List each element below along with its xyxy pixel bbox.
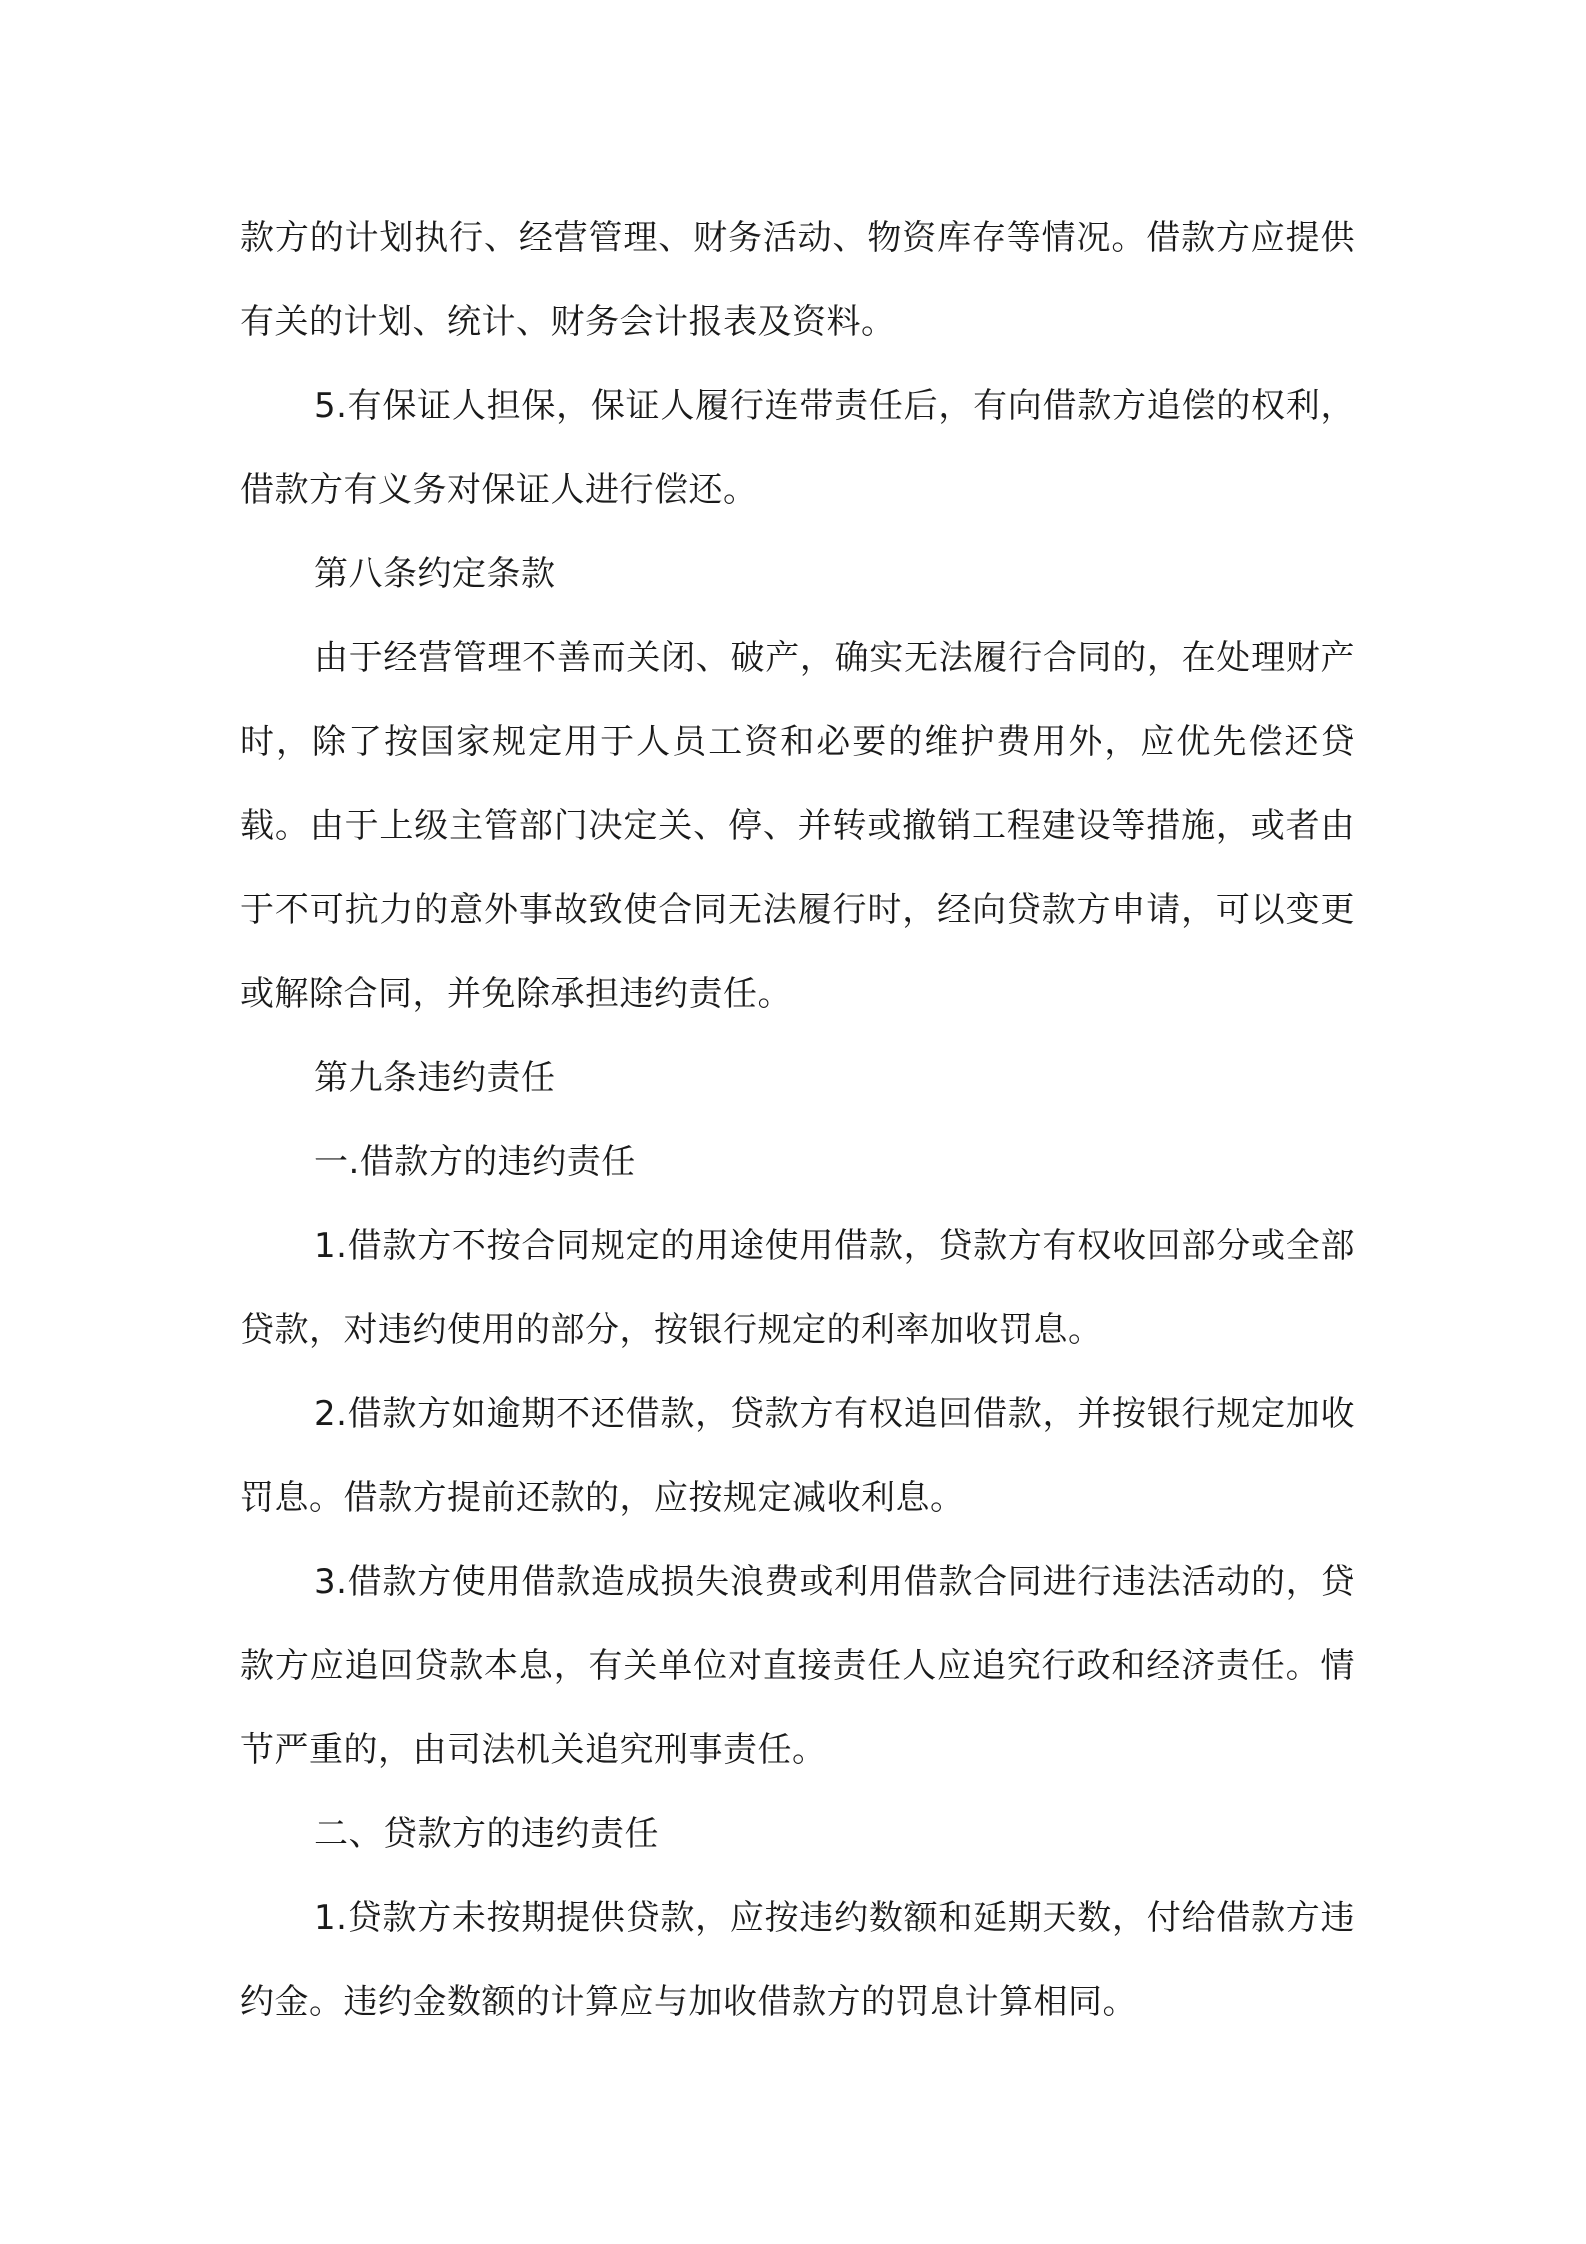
paragraph-borrower-item-1: 1.借款方不按合同规定的用途使用借款，贷款方有权收回部分或全部贷款，对违约使用的部分，按银行规定的利率加收罚息。 xyxy=(240,1226,1355,1350)
section-heading-article-8: 第八条约定条款 xyxy=(314,554,556,594)
paragraph-borrower-item-3: 3.借款方使用借款造成损失浪费或利用借款合同进行违法活动的，贷款方应追回贷款本息，有关单位对直接责任人应追究行政和经济责任。情节严重的，由司法机关追究刑事责任。 xyxy=(240,1562,1355,1770)
paragraph-lender-item-1: 1.贷款方未按期提供贷款，应按违约数额和延期天数，付给借款方违约金。违约金数额的计算应与加收借款方的罚息计算相同。 xyxy=(240,1898,1355,2022)
paragraph-continuation: 款方的计划执行、经营管理、财务活动、物资库存等情况。借款方应提供有关的计划、统计、财务会计报表及资料。 xyxy=(240,218,1355,342)
paragraph-article-8-body: 由于经营管理不善而关闭、破产，确实无法履行合同的，在处理财产时，除了按国家规定用于人员工资和必要的维护费用外，应优先偿还贷载。由于上级主管部门决定关、停、并转或撤销工程建设等措施，或者由于不可抗力的意外事故致使合同无法履行时，经向贷款方申请，可以变更或解除合同，并免除承担违约责任。 xyxy=(240,638,1355,1014)
subsection-heading-borrower-liability: 一.借款方的违约责任 xyxy=(314,1142,636,1182)
document-body xyxy=(240,196,1355,2044)
subsection-heading-lender-liability: 二、贷款方的违约责任 xyxy=(314,1814,659,1854)
section-heading-article-9: 第九条违约责任 xyxy=(314,1058,556,1098)
paragraph-item-5: 5.有保证人担保，保证人履行连带责任后，有向借款方追偿的权利，借款方有义务对保证人进行偿还。 xyxy=(240,386,1355,510)
paragraph-borrower-item-2: 2.借款方如逾期不还借款，贷款方有权追回借款，并按银行规定加收罚息。借款方提前还款的，应按规定减收利息。 xyxy=(240,1394,1355,1518)
